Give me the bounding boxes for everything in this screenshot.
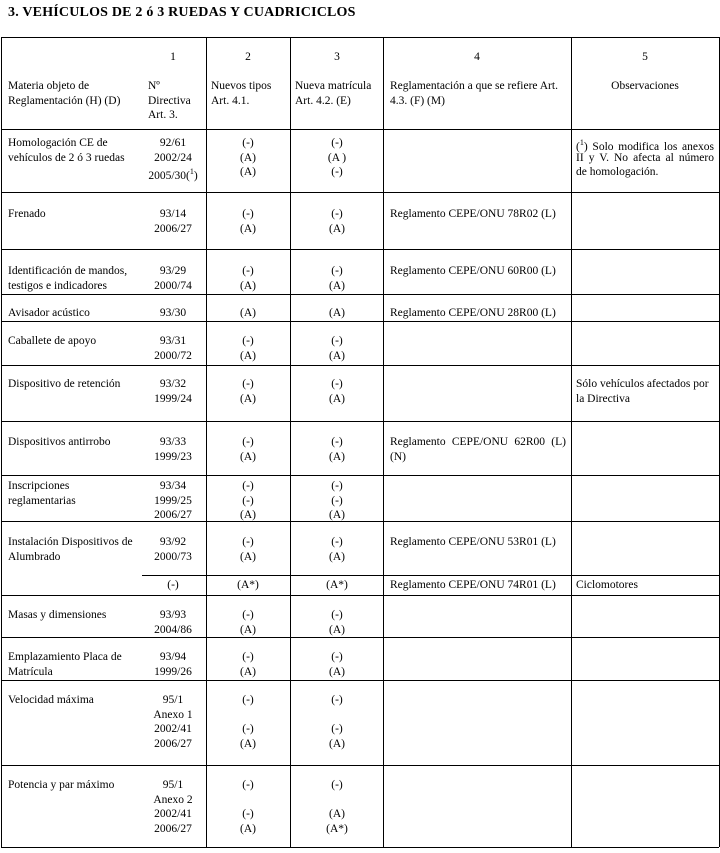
row-divider [1, 595, 719, 596]
directiva-cell: 2006/27 [154, 509, 192, 521]
row-divider [1, 680, 719, 681]
nuevos-tipos-cell: (A) [240, 151, 256, 164]
directiva-cell: 92/61 [159, 137, 187, 149]
row-divider [1, 365, 719, 366]
materia-cell: Potencia y par máximo [8, 779, 115, 791]
nuevos-tipos-cell: (A) [240, 349, 256, 362]
directiva-cell: 93/31 [159, 335, 187, 347]
materia-cell: Instalación Dispositivos de [8, 536, 133, 548]
directiva-cell: 1999/26 [154, 665, 192, 678]
nueva-matricula-cell: (A*) [326, 822, 348, 835]
observaciones-cell: la Directiva [576, 392, 630, 405]
directiva-cell: 1999/25 [154, 494, 192, 507]
section-title: 3. VEHÍCULOS DE 2 ó 3 RUEDAS Y CUADRICICLOS [8, 5, 356, 20]
nueva-matricula-cell: (-) [331, 536, 343, 548]
nueva-matricula-cell: (-) [331, 378, 343, 390]
materia-cell: Avisador acústico [8, 307, 90, 319]
nuevos-tipos-cell: (A) [240, 166, 256, 178]
column-number: 2 [245, 51, 251, 63]
reglamento-cell: Reglamento CEPE/ONU 62R00 (L) [390, 436, 566, 448]
materia-cell: Masas y dimensiones [8, 609, 107, 621]
nueva-matricula-cell: (-) [331, 651, 343, 663]
observaciones-cell: II y V. No afecta al número [576, 151, 714, 164]
reglamento-cell: Reglamento CEPE/ONU 74R01 (L) [390, 579, 556, 591]
directiva-cell: 93/30 [159, 307, 187, 319]
observaciones-cell: Sólo vehículos afectados por [576, 378, 709, 390]
directiva-cell: 93/93 [159, 609, 187, 621]
column-number: 1 [170, 51, 176, 63]
table-top-line [1, 37, 719, 38]
nuevos-tipos-cell: (-) [242, 779, 254, 791]
materia-cell: Dispositivo de retención [8, 378, 121, 390]
directiva-cell: 95/1 [162, 694, 184, 706]
nuevos-tipos-cell: (A) [240, 737, 256, 750]
nuevos-tipos-cell: (-) [242, 208, 254, 220]
header-materia: Materia objeto de [8, 80, 90, 92]
nuevos-tipos-cell: (-) [242, 536, 254, 548]
directiva-cell: Anexo 1 [153, 708, 193, 721]
nueva-matricula-cell: (-) [331, 436, 343, 448]
directiva-cell: 1999/23 [154, 450, 192, 463]
nueva-matricula-cell: (A) [329, 737, 345, 750]
column-number: 3 [334, 51, 340, 63]
directiva-cell: 2002/41 [154, 723, 192, 735]
row-divider [1, 192, 719, 193]
nueva-matricula-cell: (-) [331, 694, 343, 706]
header-divider [1, 129, 719, 130]
row-divider [1, 475, 719, 476]
header-reglamentacion: Reglamentación a que se refiere Art. [390, 80, 558, 92]
nuevos-tipos-cell: (-) [242, 651, 254, 663]
materia-cell: Identificación de mandos, [8, 265, 128, 277]
materia-cell: Caballete de apoyo [8, 335, 97, 347]
nueva-matricula-cell: (-) [331, 335, 343, 347]
nueva-matricula-cell: (A) [329, 349, 345, 362]
directiva-cell: 2006/27 [154, 737, 192, 750]
directiva-cell: 2000/73 [154, 550, 192, 563]
directiva-cell: 2005/30($^1$) [148, 167, 198, 182]
nueva-matricula-cell: (-) [331, 265, 343, 277]
nueva-matricula-cell: (-) [331, 723, 343, 735]
row-divider [1, 249, 719, 250]
nueva-matricula-cell: (A) [329, 550, 345, 563]
nuevos-tipos-cell: (-) [242, 137, 254, 149]
header-directiva: Nº [148, 80, 160, 92]
header-nuevos-tipos: Nuevos tipos [211, 80, 272, 92]
materia-cell: Velocidad máxima [8, 694, 94, 706]
nueva-matricula-cell: (A) [329, 279, 345, 292]
nueva-matricula-cell: (A) [329, 450, 345, 463]
directiva-cell: 2002/41 [154, 808, 192, 820]
sub-row-divider [142, 575, 719, 576]
header-reglamentacion: 4.3. (F) (M) [390, 94, 445, 107]
directiva-cell: 93/14 [159, 208, 187, 220]
directiva-cell: 2006/27 [154, 822, 192, 835]
materia-cell: testigos e indicadores [8, 279, 108, 292]
nueva-matricula-cell: (A) [329, 222, 345, 235]
materia-cell: Dispositivos antirrobo [8, 436, 111, 448]
nuevos-tipos-cell: (A) [240, 550, 256, 563]
directiva-cell: 93/29 [159, 265, 187, 277]
materia-cell: reglamentarias [8, 494, 76, 507]
nuevos-tipos-cell: (A) [240, 665, 256, 678]
header-nuevos-tipos: Art. 4.1. [211, 94, 250, 107]
directiva-cell: 95/1 [162, 779, 184, 791]
nuevos-tipos-cell: (-) [242, 480, 254, 492]
row-divider [1, 637, 719, 638]
nuevos-tipos-cell: (A) [240, 509, 256, 521]
header-nueva-matricula: Art. 4.2. (E) [295, 94, 351, 107]
row-divider [1, 421, 719, 422]
materia-cell: Inscripciones [8, 480, 70, 492]
directiva-cell: 1999/24 [154, 392, 192, 405]
materia-cell: Alumbrado [8, 550, 61, 563]
directiva-cell: (-) [167, 579, 179, 591]
nueva-matricula-cell: (-) [331, 166, 343, 178]
header-directiva: Directiva [148, 94, 191, 107]
nuevos-tipos-cell: (-) [242, 694, 254, 706]
directiva-cell: Anexo 2 [153, 793, 193, 806]
observaciones-cell: Ciclomotores [576, 579, 638, 591]
nueva-matricula-cell: (A ) [327, 151, 347, 164]
row-divider [1, 294, 719, 295]
nuevos-tipos-cell: (A*) [237, 579, 259, 591]
nueva-matricula-cell: (-) [331, 494, 343, 507]
nuevos-tipos-cell: (-) [242, 494, 254, 507]
directiva-cell: 2004/86 [154, 623, 192, 636]
nuevos-tipos-cell: (A) [240, 307, 256, 319]
nuevos-tipos-cell: (-) [242, 808, 254, 820]
reglamento-cell: Reglamento CEPE/ONU 53R01 (L) [390, 536, 556, 548]
header-nueva-matricula: Nueva matrícula [295, 80, 372, 92]
nuevos-tipos-cell: (A) [240, 392, 256, 405]
nueva-matricula-cell: (-) [331, 609, 343, 621]
directiva-cell: 93/34 [159, 480, 187, 492]
nueva-matricula-cell: (A) [329, 808, 345, 820]
nuevos-tipos-cell: (A) [240, 222, 256, 235]
materia-cell: Emplazamiento Placa de [8, 651, 122, 663]
nueva-matricula-cell: (-) [331, 480, 343, 492]
nueva-matricula-cell: (-) [331, 137, 343, 149]
materia-cell: Frenado [8, 208, 46, 220]
header-materia: Reglamentación (H) (D) [8, 94, 121, 107]
materia-cell: vehículos de 2 ó 3 ruedas [8, 151, 125, 164]
directiva-cell: 93/33 [159, 436, 187, 448]
column-number: 5 [642, 51, 648, 63]
reglamento-cell: Reglamento CEPE/ONU 28R00 (L) [390, 307, 556, 319]
materia-cell: Homologación CE de [8, 137, 108, 149]
directiva-cell: 93/92 [159, 536, 187, 548]
row-divider [1, 765, 719, 766]
directiva-cell: 2006/27 [154, 222, 192, 235]
column-divider [571, 37, 572, 847]
nuevos-tipos-cell: (-) [242, 265, 254, 277]
nueva-matricula-cell: (A*) [326, 579, 348, 591]
directiva-cell: 2002/24 [154, 151, 192, 164]
nueva-matricula-cell: (A) [329, 392, 345, 405]
header-directiva: Art. 3. [148, 109, 178, 121]
directiva-cell: 93/32 [159, 378, 187, 390]
nuevos-tipos-cell: (-) [242, 378, 254, 390]
nuevos-tipos-cell: (-) [242, 609, 254, 621]
nuevos-tipos-cell: (-) [242, 436, 254, 448]
nueva-matricula-cell: (-) [331, 208, 343, 220]
nuevos-tipos-cell: (A) [240, 450, 256, 463]
table-bottom-line [1, 847, 719, 848]
reglamento-cell: (N) [390, 450, 406, 463]
reglamento-cell: Reglamento CEPE/ONU 78R02 (L) [390, 208, 556, 220]
nuevos-tipos-cell: (-) [242, 335, 254, 347]
observaciones-cell: de homologación. [576, 166, 659, 178]
nueva-matricula-cell: (A) [329, 307, 345, 319]
column-number: 4 [474, 51, 480, 63]
nueva-matricula-cell: (-) [331, 779, 343, 791]
directiva-cell: 2000/72 [154, 349, 192, 362]
header-observaciones: Observaciones [611, 80, 679, 92]
materia-cell: Matrícula [8, 665, 53, 678]
nueva-matricula-cell: (A) [329, 665, 345, 678]
nuevos-tipos-cell: (-) [242, 723, 254, 735]
nuevos-tipos-cell: (A) [240, 623, 256, 636]
directiva-cell: 93/94 [159, 651, 187, 663]
table-border-vertical [1, 37, 2, 847]
nueva-matricula-cell: (A) [329, 509, 345, 521]
nuevos-tipos-cell: (A) [240, 279, 256, 292]
reglamento-cell: Reglamento CEPE/ONU 60R00 (L) [390, 265, 556, 277]
directiva-cell: 2000/74 [154, 279, 192, 292]
row-divider [1, 321, 719, 322]
observaciones-cell: ($^1$) Solo modifica los anexos [576, 138, 714, 153]
nueva-matricula-cell: (A) [329, 623, 345, 636]
nuevos-tipos-cell: (A) [240, 822, 256, 835]
